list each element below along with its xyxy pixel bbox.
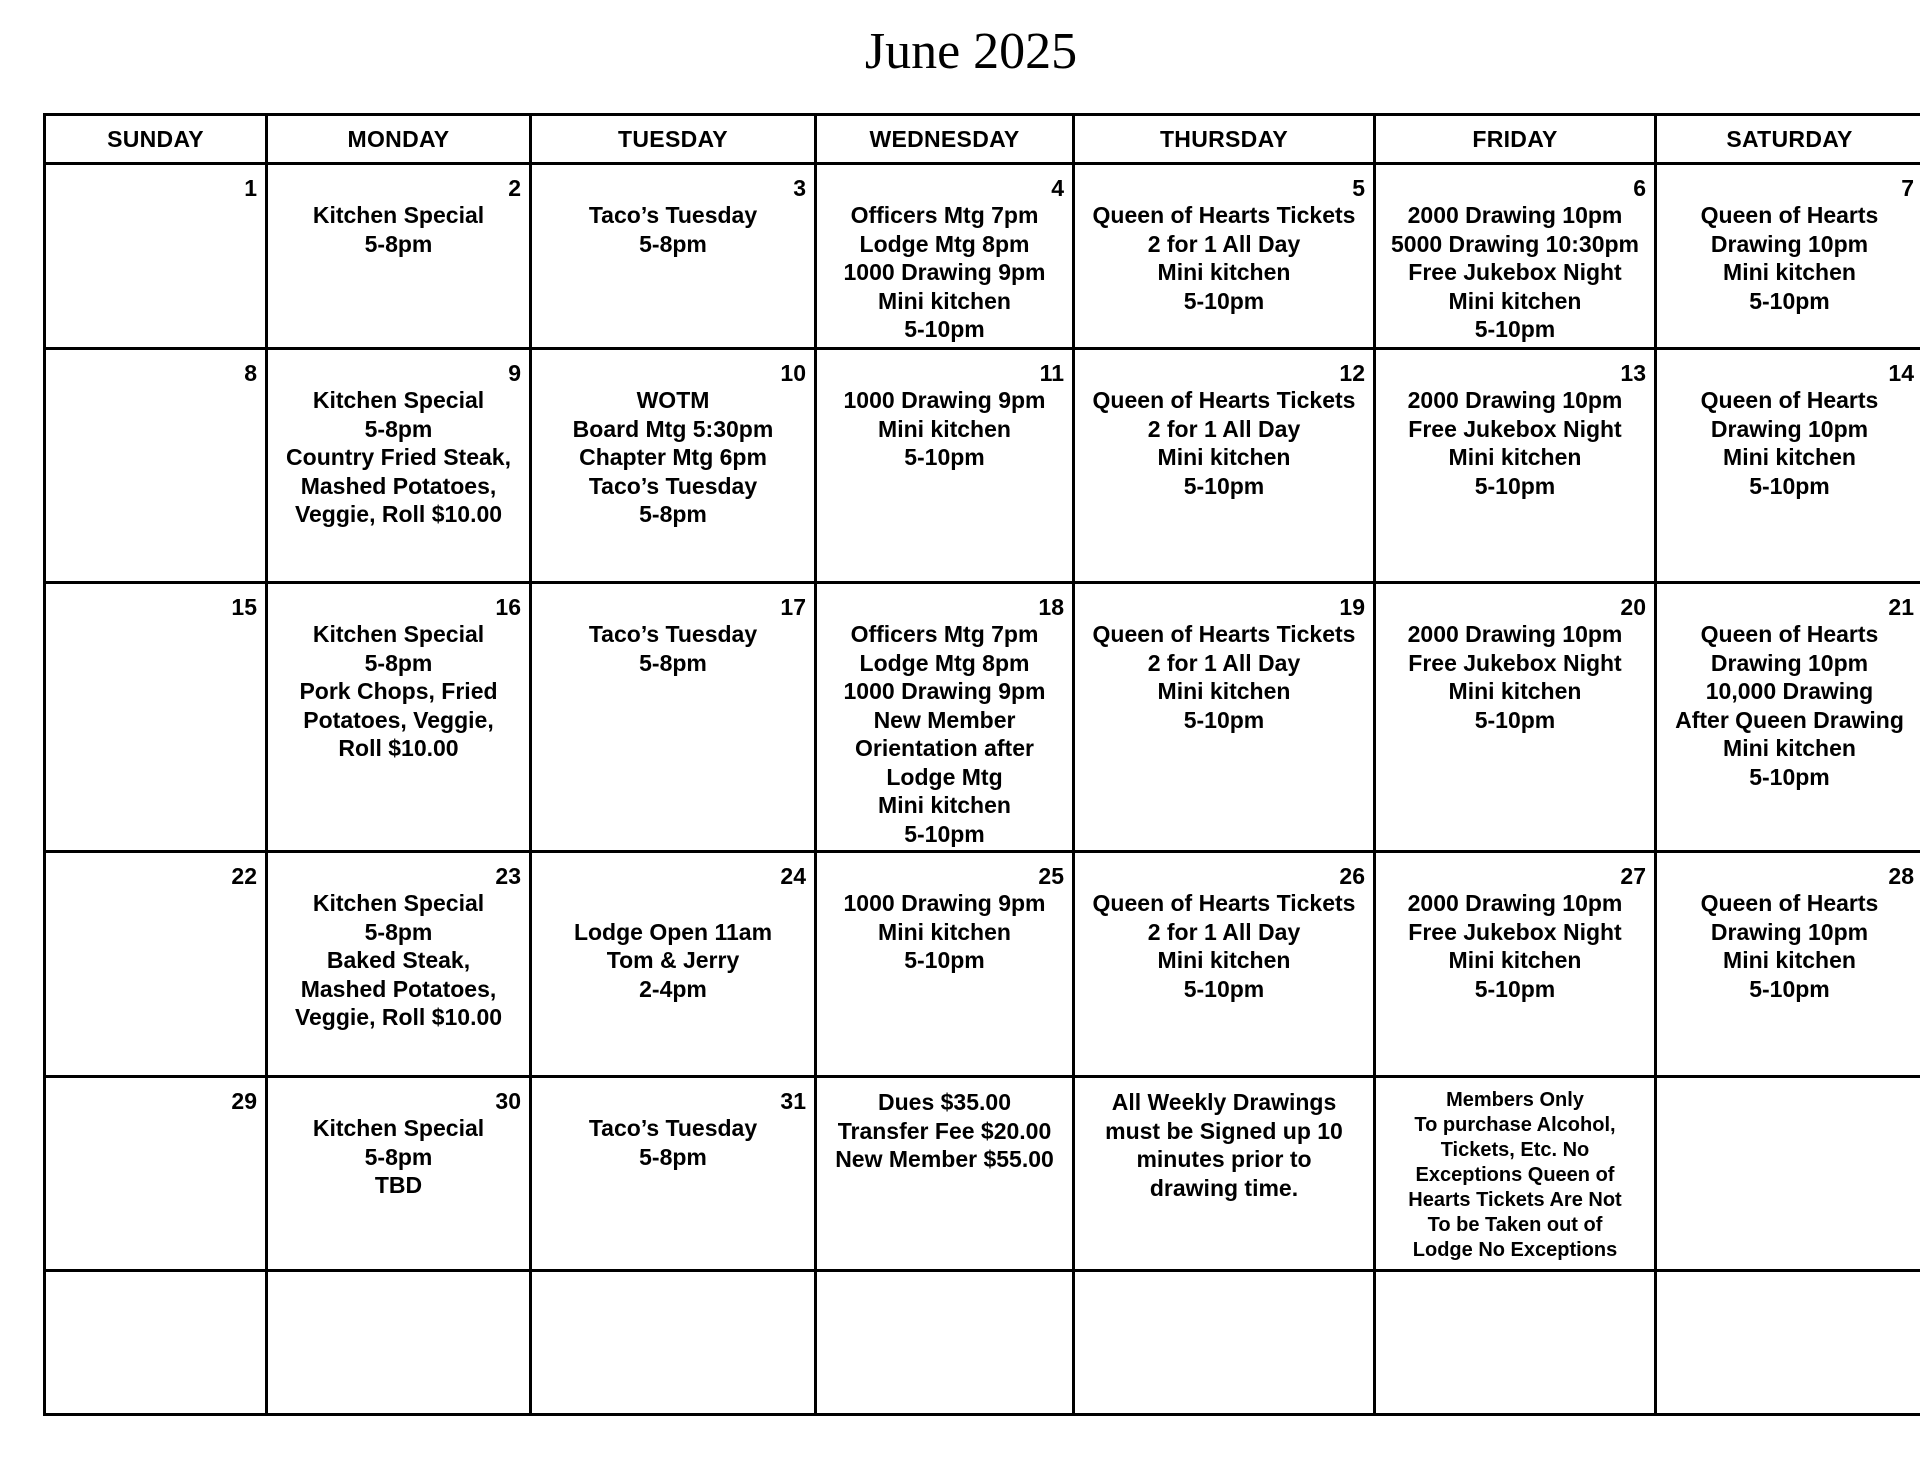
event-line: After Queen Drawing [1675,706,1904,733]
day-number: 28 [1888,863,1914,889]
day-number: 5 [1352,175,1365,201]
day-cell-sunday [45,349,267,583]
event-line: 5-8pm [639,230,707,257]
event-line: 5-8pm [639,1143,707,1170]
day-cell-tuesday [531,852,816,1077]
weekday-monday: MONDAY [267,115,531,164]
event-line: 2 for 1 All Day [1147,649,1301,676]
event-line: 1000 Drawing 9pm [843,678,1046,704]
day-cell-friday [1375,349,1656,583]
event-line: TBD [374,1172,423,1198]
event-line: Taco’s Tuesday [588,621,758,647]
event-line: Mini kitchen [878,287,1011,314]
event-line: Free Jukebox Night [1408,259,1622,285]
day-cell-sunday [45,1077,267,1271]
event-line: 2000 Drawing 10pm [1407,387,1623,413]
day-cell-tuesday [531,583,816,852]
event-line: drawing time. [1149,1174,1299,1201]
event-line: Pork Chops, Fried [299,678,498,704]
event-line: Free Jukebox Night [1408,415,1622,442]
day-number [817,1272,1072,1308]
event-line: Mini kitchen [878,792,1011,818]
event-line: Potatoes, Veggie, [303,706,494,733]
event-line: Drawing 10pm [1710,230,1869,257]
event-line: Mashed Potatoes, [300,975,497,1002]
day-events [1657,889,1920,1003]
event-line: 5-10pm [1749,763,1830,790]
day-number: 2 [508,175,521,201]
event-line: Mini kitchen [1723,735,1856,761]
day-cell-wednesday [816,1271,1074,1415]
event-line: Lodge Open 11am [573,918,773,945]
event-line: Queen of Hearts [1700,202,1879,228]
event-line: 5-8pm [364,230,433,257]
day-number: 26 [1339,863,1365,889]
day-events [268,386,529,529]
event-line: Transfer Fee $20.00 [837,1117,1052,1144]
day-cell-saturday [1656,349,1920,583]
event-line: To purchase Alcohol, [1414,1114,1616,1136]
event-line: Hearts Tickets Are Not [1408,1189,1622,1211]
week-row [45,349,1920,583]
weekday-sunday: SUNDAY [45,115,267,164]
event-line: Taco’s Tuesday [588,1115,758,1141]
day-events [532,386,814,529]
day-number: 21 [1888,594,1914,620]
day-events [1657,620,1920,791]
event-line: Veggie, Roll $10.00 [294,1004,503,1030]
event-line: Mini kitchen [1448,947,1582,973]
event-line: Queen of Hearts Tickets [1092,202,1356,228]
day-cell-tuesday [531,1077,816,1271]
day-cell-wednesday [816,583,1074,852]
day-number [46,1272,265,1308]
event-line: 1000 Drawing 9pm [843,890,1046,916]
event-line: Tom & Jerry [606,947,740,973]
event-line: 5-10pm [904,444,985,470]
event-line: 2-4pm [639,975,707,1002]
event-line: Orientation after [855,735,1034,761]
week-row [45,1271,1920,1415]
event-line: Lodge Mtg [886,763,1003,790]
event-line: 2000 Drawing 10pm [1407,621,1623,647]
day-events [1075,889,1373,1003]
day-number: 23 [495,863,521,889]
event-line: 5-10pm [904,316,985,342]
day-events [817,889,1072,975]
event-line: 5-10pm [1474,975,1556,1002]
event-line: Mini kitchen [1448,444,1582,470]
day-cell-wednesday [816,1077,1074,1271]
event-line: Lodge Mtg 8pm [859,230,1030,257]
day-number: 7 [1901,175,1914,201]
calendar-title: June 2025 [864,23,1078,80]
event-line: 2 for 1 All Day [1147,918,1301,945]
day-number: 13 [1620,360,1646,386]
day-cell-thursday [1074,164,1375,349]
day-events [1075,386,1373,500]
day-number [1075,1272,1373,1308]
event-line: Queen of Hearts [1700,890,1879,916]
event-line: Mini kitchen [1723,947,1856,973]
event-line: 5-10pm [904,947,985,973]
day-number: 8 [244,360,257,386]
day-events [1075,201,1373,315]
day-events [817,386,1072,472]
event-line: Mini kitchen [1448,678,1582,704]
week-row [45,852,1920,1077]
event-line: Queen of Hearts Tickets [1092,890,1356,916]
event-line: Mashed Potatoes, [300,472,497,499]
event-line: Queen of Hearts [1700,621,1879,647]
day-number: 22 [231,863,257,889]
event-line: 2 for 1 All Day [1147,415,1301,442]
day-cell-tuesday [531,1271,816,1415]
day-cell-monday [267,852,531,1077]
day-events [1657,386,1920,500]
day-cell-sunday [45,1271,267,1415]
day-events [532,1114,814,1171]
event-line: 5-10pm [1183,975,1265,1002]
week-row [45,164,1920,349]
day-number: 6 [1633,175,1646,201]
day-events [268,201,529,258]
event-line: Kitchen Special [312,1115,485,1141]
day-events [1075,620,1373,734]
day-events [532,889,814,1003]
event-line: Taco’s Tuesday [588,202,758,228]
event-line: 5-10pm [1183,706,1265,733]
calendar-body [45,164,1920,1415]
day-number: 24 [780,863,806,889]
event-line: 5-10pm [1183,287,1265,314]
event-line: 5000 Drawing 10:30pm [1390,230,1639,257]
day-events [1376,1088,1654,1263]
event-line: Officers Mtg 7pm [850,621,1039,647]
day-cell-thursday [1074,852,1375,1077]
event-line: Kitchen Special [312,387,485,413]
event-line: 5-10pm [1474,316,1556,342]
event-line: 5-8pm [364,1143,433,1170]
day-events [1376,620,1654,734]
event-line: Roll $10.00 [338,735,459,761]
day-events [1657,201,1920,315]
event-line: To be Taken out of [1427,1214,1603,1236]
day-number: 30 [495,1088,521,1114]
event-line: 2000 Drawing 10pm [1407,202,1623,228]
day-cell-monday [267,1271,531,1415]
week-row [45,583,1920,852]
event-line: Mini kitchen [1157,947,1291,973]
day-cell-sunday [45,583,267,852]
event-line [536,889,810,918]
day-events [268,620,529,763]
event-line: 2 for 1 All Day [1147,230,1301,257]
day-number [1657,1272,1920,1308]
event-line: Chapter Mtg 6pm [579,444,767,470]
day-events [532,201,814,258]
day-events [268,1114,529,1200]
day-cell-friday [1375,583,1656,852]
day-cell-friday [1375,164,1656,349]
day-cell-wednesday [816,349,1074,583]
day-cell-friday [1375,1077,1656,1271]
event-line: Baked Steak, [326,947,471,973]
day-events [532,620,814,677]
day-cell-saturday [1656,164,1920,349]
event-line: Kitchen Special [312,202,485,228]
day-number: 14 [1888,360,1914,386]
event-line: WOTM [636,387,710,413]
event-line: Veggie, Roll $10.00 [294,501,503,527]
event-line: minutes prior to [1136,1146,1312,1172]
event-line: Exceptions Queen of [1415,1164,1615,1186]
day-events [1376,201,1654,344]
day-events [1376,386,1654,500]
event-line: Lodge No Exceptions [1412,1239,1618,1261]
event-line: 5-8pm [364,415,433,442]
event-line: 5-10pm [1749,975,1830,1002]
day-number [532,1272,814,1308]
day-number [1376,1272,1654,1308]
day-events [1376,889,1654,1003]
day-cell-monday [267,349,531,583]
day-cell-saturday [1656,1077,1920,1271]
event-line: Mini kitchen [878,918,1011,945]
day-cell-monday [267,1077,531,1271]
event-line: Board Mtg 5:30pm [572,415,774,442]
day-number: 3 [793,175,806,201]
day-events [268,889,529,1032]
event-line: Mini kitchen [878,415,1011,442]
day-cell-monday [267,583,531,852]
day-number: 31 [780,1088,806,1114]
day-number: 19 [1339,594,1365,620]
event-line: 5-8pm [639,649,707,676]
weekday-header-row [45,115,1920,164]
event-line: New Member $55.00 [835,1146,1054,1172]
day-cell-wednesday [816,164,1074,349]
event-line: 5-8pm [639,501,707,527]
day-cell-saturday [1656,852,1920,1077]
day-cell-tuesday [531,164,816,349]
day-number: 15 [231,594,257,620]
event-line: 5-8pm [364,649,433,676]
calendar-grid [43,113,1920,1416]
day-number: 20 [1620,594,1646,620]
day-number: 11 [1039,360,1064,386]
day-number: 12 [1339,360,1365,386]
weekday-saturday: SATURDAY [1656,115,1920,164]
event-line: 5-10pm [904,820,985,847]
event-line: Queen of Hearts [1700,387,1879,413]
event-line: 5-10pm [1474,472,1556,499]
event-line: 1000 Drawing 9pm [843,259,1046,285]
event-line: Mini kitchen [1723,259,1856,285]
day-cell-saturday [1656,583,1920,852]
event-line: 5-8pm [364,918,433,945]
event-line: Taco’s Tuesday [588,472,758,499]
day-cell-tuesday [531,349,816,583]
event-line: Kitchen Special [312,621,485,647]
day-cell-friday [1375,852,1656,1077]
day-cell-wednesday [816,852,1074,1077]
event-line: must be Signed up 10 [1105,1117,1343,1144]
day-number: 4 [1051,175,1064,201]
day-number: 1 [244,175,257,201]
event-line: Free Jukebox Night [1408,649,1622,676]
day-number: 9 [508,360,521,386]
event-line: Officers Mtg 7pm [850,202,1039,228]
day-number: 10 [780,360,806,386]
weekday-friday: FRIDAY [1375,115,1656,164]
event-line: 5-10pm [1749,287,1830,314]
event-line: New Member [873,706,1016,733]
event-line: Members Only [1446,1089,1584,1111]
day-number [268,1272,529,1308]
day-events [817,201,1072,344]
event-line: Drawing 10pm [1710,649,1869,676]
day-cell-saturday [1656,1271,1920,1415]
day-number: 17 [780,594,806,620]
day-cell-sunday [45,164,267,349]
event-line: All Weekly Drawings [1111,1089,1337,1115]
day-number: 16 [495,594,521,620]
event-line: 5-10pm [1474,706,1556,733]
day-number: 25 [1038,863,1064,889]
event-line: Mini kitchen [1157,678,1291,704]
event-line: Mini kitchen [1448,287,1582,314]
event-line: 10,000 Drawing [1705,678,1874,704]
day-cell-thursday [1074,349,1375,583]
day-number [1657,1078,1920,1114]
day-events [817,1088,1072,1174]
day-number: 18 [1038,594,1064,620]
weekday-tuesday: TUESDAY [531,115,816,164]
weekday-thursday: THURSDAY [1074,115,1375,164]
event-line: Queen of Hearts Tickets [1092,387,1356,413]
week-row [45,1077,1920,1271]
event-line: Mini kitchen [1157,259,1291,285]
day-cell-friday [1375,1271,1656,1415]
event-line: 5-10pm [1183,472,1265,499]
day-cell-thursday [1074,583,1375,852]
event-line: 2000 Drawing 10pm [1407,890,1623,916]
day-number: 29 [231,1088,257,1114]
weekday-wednesday: WEDNESDAY [816,115,1074,164]
day-events [817,620,1072,848]
event-line: Country Fried Steak, [286,444,511,470]
event-line: Free Jukebox Night [1408,918,1622,945]
event-line: Tickets, Etc. No [1440,1139,1590,1161]
day-events [1075,1088,1373,1202]
day-number: 27 [1620,863,1646,889]
event-line: Kitchen Special [312,890,485,916]
day-cell-sunday [45,852,267,1077]
day-cell-thursday [1074,1271,1375,1415]
event-line: Drawing 10pm [1710,415,1869,442]
event-line: Drawing 10pm [1710,918,1869,945]
event-line: Mini kitchen [1723,444,1856,470]
event-line: Mini kitchen [1157,444,1291,470]
event-line: 1000 Drawing 9pm [843,387,1046,413]
day-cell-thursday [1074,1077,1375,1271]
event-line: 5-10pm [1749,472,1830,499]
event-line: Lodge Mtg 8pm [859,649,1030,676]
event-line: Queen of Hearts Tickets [1092,621,1356,647]
event-line: Dues $35.00 [878,1089,1011,1115]
day-cell-monday [267,164,531,349]
